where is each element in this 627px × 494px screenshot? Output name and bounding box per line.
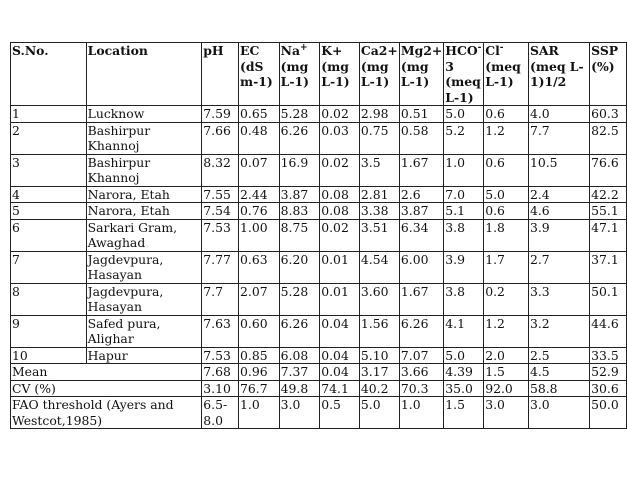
cell-sar: 3.3	[528, 283, 589, 315]
cell-ec: 2.07	[239, 283, 280, 315]
cell-mg: 7.07	[399, 347, 443, 364]
cell-ca: 0.75	[359, 122, 399, 154]
cell-sno: 2	[11, 122, 87, 154]
cell-ec: 0.76	[239, 203, 280, 220]
cell-k: 0.08	[320, 203, 360, 220]
cell-ph: 7.63	[202, 315, 239, 347]
header-ph: pH	[202, 43, 239, 106]
cell-cl: 1.2	[484, 315, 529, 347]
cell-ec: 0.65	[239, 106, 280, 123]
header-na-base: Na	[280, 43, 300, 58]
cell-sno: 1	[11, 106, 87, 123]
header-cl-base: Cl	[485, 43, 500, 58]
table-row	[11, 219, 627, 251]
cell-na: 16.9	[279, 154, 320, 186]
cell-cl: 1.2	[484, 122, 529, 154]
cell-ph: 7.53	[202, 347, 239, 364]
cell-sno: 4	[11, 186, 87, 203]
cell-hco3: 1.0	[444, 154, 484, 186]
cell-ssp: 42.2	[590, 186, 627, 203]
table-row	[11, 106, 627, 123]
cell-ph: 7.54	[202, 203, 239, 220]
cell-ph: 7.7	[202, 283, 239, 315]
header-k: K+ (mg L-1)	[320, 43, 360, 106]
cell-na: 6.26	[279, 315, 320, 347]
header-cl	[484, 43, 529, 106]
summary-ec: 0.96	[239, 364, 280, 381]
cell-mg: 0.51	[399, 106, 443, 123]
cell-cl: 2.0	[484, 347, 529, 364]
cell-hco3: 7.0	[444, 186, 484, 203]
cell-ca: 3.51	[359, 219, 399, 251]
cell-k: 0.04	[320, 347, 360, 364]
cell-ca: 3.5	[359, 154, 399, 186]
cell-hco3: 3.8	[444, 219, 484, 251]
summary-ph: 7.68	[202, 364, 239, 381]
table-row	[11, 347, 627, 364]
cell-sno: 6	[11, 219, 87, 251]
cell-mg: 6.34	[399, 219, 443, 251]
water-quality-table	[10, 42, 627, 429]
cell-ssp: 37.1	[590, 251, 627, 283]
summary-k: 0.04	[320, 364, 360, 381]
cell-cl: 5.0	[484, 186, 529, 203]
summary-label: FAO threshold (Ayers and Westcot,1985)	[11, 397, 202, 429]
cell-ssp: 33.5	[590, 347, 627, 364]
cell-na: 6.26	[279, 122, 320, 154]
cell-mg: 6.26	[399, 315, 443, 347]
cell-ca: 3.38	[359, 203, 399, 220]
cell-hco3: 5.0	[444, 106, 484, 123]
water-quality-table-container	[10, 42, 627, 429]
header-hco3-base: HCO	[445, 43, 478, 58]
summary-hco3: 35.0	[444, 380, 484, 397]
cell-sno: 7	[11, 251, 87, 283]
cell-hco3: 5.0	[444, 347, 484, 364]
table-row	[11, 122, 627, 154]
cell-ca: 2.81	[359, 186, 399, 203]
cell-mg: 1.67	[399, 283, 443, 315]
header-hco3-unit: 3 (meq L-1)	[445, 58, 481, 105]
header-ec: EC (dS m-1)	[239, 43, 280, 106]
cell-ec: 2.44	[239, 186, 280, 203]
cell-location: Bashirpur Khannoj	[86, 122, 202, 154]
summary-cl: 92.0	[484, 380, 529, 397]
cell-hco3: 3.9	[444, 251, 484, 283]
table-row	[11, 315, 627, 347]
cell-sno: 5	[11, 203, 87, 220]
cell-location: Jagdevpura, Hasayan	[86, 251, 202, 283]
summary-row	[11, 397, 627, 429]
header-cl-unit: (meq L-1)	[485, 58, 521, 89]
summary-hco3: 4.39	[444, 364, 484, 381]
cell-hco3: 4.1	[444, 315, 484, 347]
cell-ec: 1.00	[239, 219, 280, 251]
cell-ssp: 82.5	[590, 122, 627, 154]
header-na-unit: (mg L-1)	[280, 58, 309, 89]
cell-sar: 2.4	[528, 186, 589, 203]
cell-sno: 10	[11, 347, 87, 364]
cell-mg: 2.6	[399, 186, 443, 203]
summary-sar: 3.0	[528, 397, 589, 429]
cell-k: 0.04	[320, 315, 360, 347]
cell-ssp: 50.1	[590, 283, 627, 315]
cell-na: 8.83	[279, 203, 320, 220]
summary-hco3: 1.5	[444, 397, 484, 429]
cell-na: 5.28	[279, 283, 320, 315]
cell-k: 0.03	[320, 122, 360, 154]
cell-cl: 0.6	[484, 203, 529, 220]
table-row	[11, 203, 627, 220]
cell-hco3: 3.8	[444, 283, 484, 315]
summary-k: 74.1	[320, 380, 360, 397]
cell-k: 0.02	[320, 219, 360, 251]
summary-mg: 70.3	[399, 380, 443, 397]
cell-location: Lucknow	[86, 106, 202, 123]
summary-row	[11, 380, 627, 397]
cell-ca: 2.98	[359, 106, 399, 123]
summary-sar: 4.5	[528, 364, 589, 381]
cell-ph: 8.32	[202, 154, 239, 186]
cell-ph: 7.59	[202, 106, 239, 123]
summary-ca: 5.0	[359, 397, 399, 429]
cell-location: Hapur	[86, 347, 202, 364]
cell-ssp: 55.1	[590, 203, 627, 220]
cell-ph: 7.55	[202, 186, 239, 203]
cell-na: 6.08	[279, 347, 320, 364]
summary-ph: 6.5-8.0	[202, 397, 239, 429]
cell-cl: 0.6	[484, 106, 529, 123]
cell-ssp: 76.6	[590, 154, 627, 186]
cell-k: 0.01	[320, 251, 360, 283]
summary-k: 0.5	[320, 397, 360, 429]
cell-ca: 1.56	[359, 315, 399, 347]
summary-label: CV (%)	[11, 380, 202, 397]
cell-mg: 1.67	[399, 154, 443, 186]
summary-sar: 58.8	[528, 380, 589, 397]
cell-cl: 0.2	[484, 283, 529, 315]
cell-sar: 7.7	[528, 122, 589, 154]
table-row	[11, 186, 627, 203]
cell-ph: 7.66	[202, 122, 239, 154]
cell-na: 5.28	[279, 106, 320, 123]
cell-sno: 3	[11, 154, 87, 186]
cell-ca: 4.54	[359, 251, 399, 283]
table-row	[11, 251, 627, 283]
cell-cl: 1.7	[484, 251, 529, 283]
cell-sar: 2.5	[528, 347, 589, 364]
header-na-sup: +	[299, 43, 308, 53]
summary-ssp: 30.6	[590, 380, 627, 397]
summary-ph: 3.10	[202, 380, 239, 397]
cell-ec: 0.60	[239, 315, 280, 347]
header-hco3	[444, 43, 484, 106]
summary-ec: 1.0	[239, 397, 280, 429]
cell-na: 6.20	[279, 251, 320, 283]
cell-ca: 3.60	[359, 283, 399, 315]
cell-ec: 0.48	[239, 122, 280, 154]
cell-mg: 0.58	[399, 122, 443, 154]
cell-k: 0.02	[320, 154, 360, 186]
cell-location: Safed pura, Alighar	[86, 315, 202, 347]
cell-ec: 0.07	[239, 154, 280, 186]
summary-mg: 1.0	[399, 397, 443, 429]
cell-ec: 0.63	[239, 251, 280, 283]
summary-mg: 3.66	[399, 364, 443, 381]
summary-cl: 3.0	[484, 397, 529, 429]
cell-k: 0.01	[320, 283, 360, 315]
header-sno: S.No.	[11, 43, 87, 106]
summary-na: 7.37	[279, 364, 320, 381]
cell-sar: 4.6	[528, 203, 589, 220]
cell-cl: 1.8	[484, 219, 529, 251]
cell-ec: 0.85	[239, 347, 280, 364]
header-cl-sup: -	[499, 43, 504, 53]
table-row	[11, 283, 627, 315]
header-location: Location	[86, 43, 202, 106]
cell-location: Sarkari Gram, Awaghad	[86, 219, 202, 251]
cell-ssp: 60.3	[590, 106, 627, 123]
cell-k: 0.02	[320, 106, 360, 123]
cell-location: Jagdevpura, Hasayan	[86, 283, 202, 315]
cell-ph: 7.77	[202, 251, 239, 283]
cell-k: 0.08	[320, 186, 360, 203]
header-row	[11, 43, 627, 106]
header-na	[279, 43, 320, 106]
cell-sar: 3.2	[528, 315, 589, 347]
header-mg: Mg2+ (mg L-1)	[399, 43, 443, 106]
cell-sno: 8	[11, 283, 87, 315]
cell-hco3: 5.2	[444, 122, 484, 154]
cell-mg: 3.87	[399, 203, 443, 220]
summary-na: 49.8	[279, 380, 320, 397]
summary-ca: 3.17	[359, 364, 399, 381]
cell-ph: 7.53	[202, 219, 239, 251]
cell-cl: 0.6	[484, 154, 529, 186]
cell-sar: 10.5	[528, 154, 589, 186]
cell-hco3: 5.1	[444, 203, 484, 220]
cell-sno: 9	[11, 315, 87, 347]
summary-ssp: 52.9	[590, 364, 627, 381]
cell-na: 8.75	[279, 219, 320, 251]
summary-ca: 40.2	[359, 380, 399, 397]
header-sar: SAR (meq L-1)1/2	[528, 43, 589, 106]
header-hco3-sup: -	[477, 43, 482, 53]
cell-ssp: 47.1	[590, 219, 627, 251]
cell-sar: 3.9	[528, 219, 589, 251]
summary-na: 3.0	[279, 397, 320, 429]
summary-cl: 1.5	[484, 364, 529, 381]
summary-ssp: 50.0	[590, 397, 627, 429]
cell-ssp: 44.6	[590, 315, 627, 347]
cell-location: Narora, Etah	[86, 186, 202, 203]
table-body	[11, 106, 627, 429]
cell-ca: 5.10	[359, 347, 399, 364]
summary-row	[11, 364, 627, 381]
table-row	[11, 154, 627, 186]
cell-location: Bashirpur Khannoj	[86, 154, 202, 186]
cell-location: Narora, Etah	[86, 203, 202, 220]
summary-label: Mean	[11, 364, 202, 381]
header-ca: Ca2+ (mg L-1)	[359, 43, 399, 106]
cell-na: 3.87	[279, 186, 320, 203]
summary-ec: 76.7	[239, 380, 280, 397]
header-ssp: SSP (%)	[590, 43, 627, 106]
cell-sar: 2.7	[528, 251, 589, 283]
cell-mg: 6.00	[399, 251, 443, 283]
cell-sar: 4.0	[528, 106, 589, 123]
